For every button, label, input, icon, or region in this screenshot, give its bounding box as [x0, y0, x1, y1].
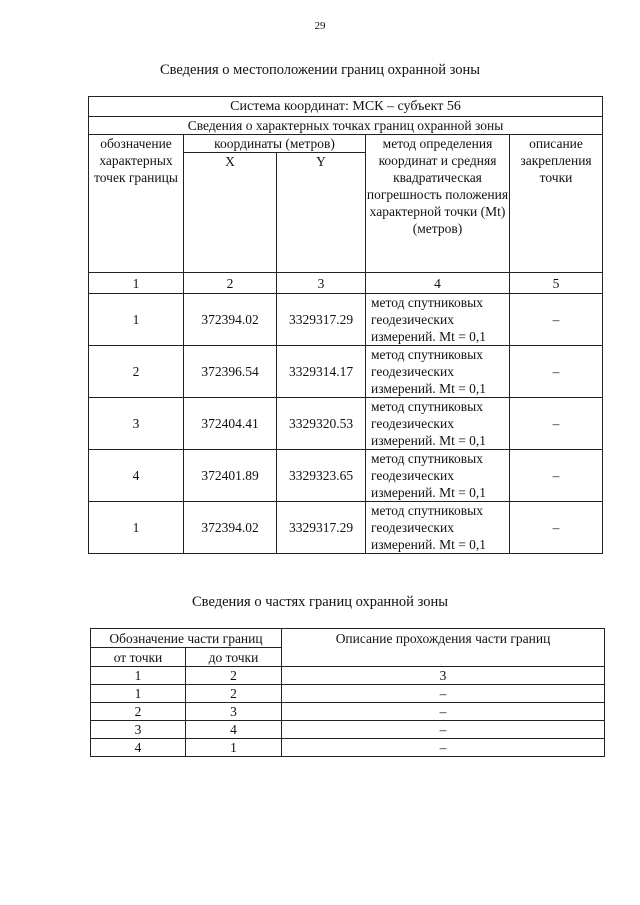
- header-to-point: до точки: [186, 648, 282, 667]
- table-row: [89, 294, 603, 346]
- cell-desc: –: [282, 685, 605, 703]
- cell-x: 372401.89: [184, 450, 277, 502]
- cell-point: 1: [89, 294, 184, 346]
- boundary-parts-table: [90, 628, 605, 757]
- col-number: 1: [91, 667, 186, 685]
- header-description: Описание прохождения части границ: [282, 629, 605, 667]
- cell-point: 4: [89, 450, 184, 502]
- cell-y: 3329320.53: [277, 398, 366, 450]
- header-point: обозначение характерных точек границы: [89, 135, 184, 273]
- section-title-parts: Сведения о частях границ охранной зоны: [192, 594, 448, 610]
- table-row: [89, 502, 603, 554]
- header-x: X: [184, 153, 277, 273]
- table-row: [91, 739, 605, 757]
- cell-desc: –: [282, 721, 605, 739]
- header-coords: координаты (метров): [184, 135, 366, 153]
- cell-from: 2: [91, 703, 186, 721]
- section-title-boundaries: Сведения о местоположении границ охранной зоны: [159, 62, 480, 78]
- cell-x: 372394.02: [184, 502, 277, 554]
- cell-to: 3: [186, 703, 282, 721]
- col-number: 4: [366, 273, 510, 294]
- cell-method: метод спутниковых геодезических измерений. Mt = 0,1: [366, 502, 510, 554]
- table-row: [91, 685, 605, 703]
- col-number: 2: [184, 273, 277, 294]
- cell-y: 3329317.29: [277, 502, 366, 554]
- cell-fixing: –: [510, 346, 603, 398]
- cell-x: 372404.41: [184, 398, 277, 450]
- cell-fixing: –: [510, 398, 603, 450]
- cell-to: 1: [186, 739, 282, 757]
- cell-desc: –: [282, 739, 605, 757]
- coord-system-header: Система координат: МСК – субъект 56: [89, 97, 603, 117]
- cell-fixing: –: [510, 294, 603, 346]
- table-row: [91, 703, 605, 721]
- header-part-designation: Обозначение части границ: [91, 629, 282, 648]
- cell-point: 1: [89, 502, 184, 554]
- boundary-points-table: [88, 96, 603, 554]
- header-from-point: от точки: [91, 648, 186, 667]
- cell-method: метод спутниковых геодезических измерений. Mt = 0,1: [366, 450, 510, 502]
- table-row: [89, 346, 603, 398]
- table-caption: Сведения о характерных точках границ охранной зоны: [89, 117, 603, 135]
- col-number: 1: [89, 273, 184, 294]
- cell-desc: –: [282, 703, 605, 721]
- col-number: 3: [282, 667, 605, 685]
- header-fixing: описание закрепления точки: [510, 135, 603, 273]
- cell-y: 3329323.65: [277, 450, 366, 502]
- col-number: 5: [510, 273, 603, 294]
- cell-point: 3: [89, 398, 184, 450]
- header-method: метод определения координат и средняя квадратическая погрешность положения характерной точки (Mt) (метров): [366, 135, 510, 273]
- cell-method: метод спутниковых геодезических измерений. Mt = 0,1: [366, 398, 510, 450]
- header-y: Y: [277, 153, 366, 273]
- cell-x: 372394.02: [184, 294, 277, 346]
- cell-y: 3329317.29: [277, 294, 366, 346]
- cell-method: метод спутниковых геодезических измерений. Mt = 0,1: [366, 294, 510, 346]
- cell-fixing: –: [510, 502, 603, 554]
- cell-method: метод спутниковых геодезических измерений. Mt = 0,1: [366, 346, 510, 398]
- cell-to: 2: [186, 685, 282, 703]
- cell-to: 4: [186, 721, 282, 739]
- table-row: [89, 398, 603, 450]
- cell-from: 4: [91, 739, 186, 757]
- page-number: 29: [314, 20, 326, 32]
- table-row: [91, 721, 605, 739]
- cell-point: 2: [89, 346, 184, 398]
- cell-x: 372396.54: [184, 346, 277, 398]
- col-number: 2: [186, 667, 282, 685]
- cell-from: 3: [91, 721, 186, 739]
- table-row: [89, 450, 603, 502]
- col-number: 3: [277, 273, 366, 294]
- cell-y: 3329314.17: [277, 346, 366, 398]
- cell-fixing: –: [510, 450, 603, 502]
- cell-from: 1: [91, 685, 186, 703]
